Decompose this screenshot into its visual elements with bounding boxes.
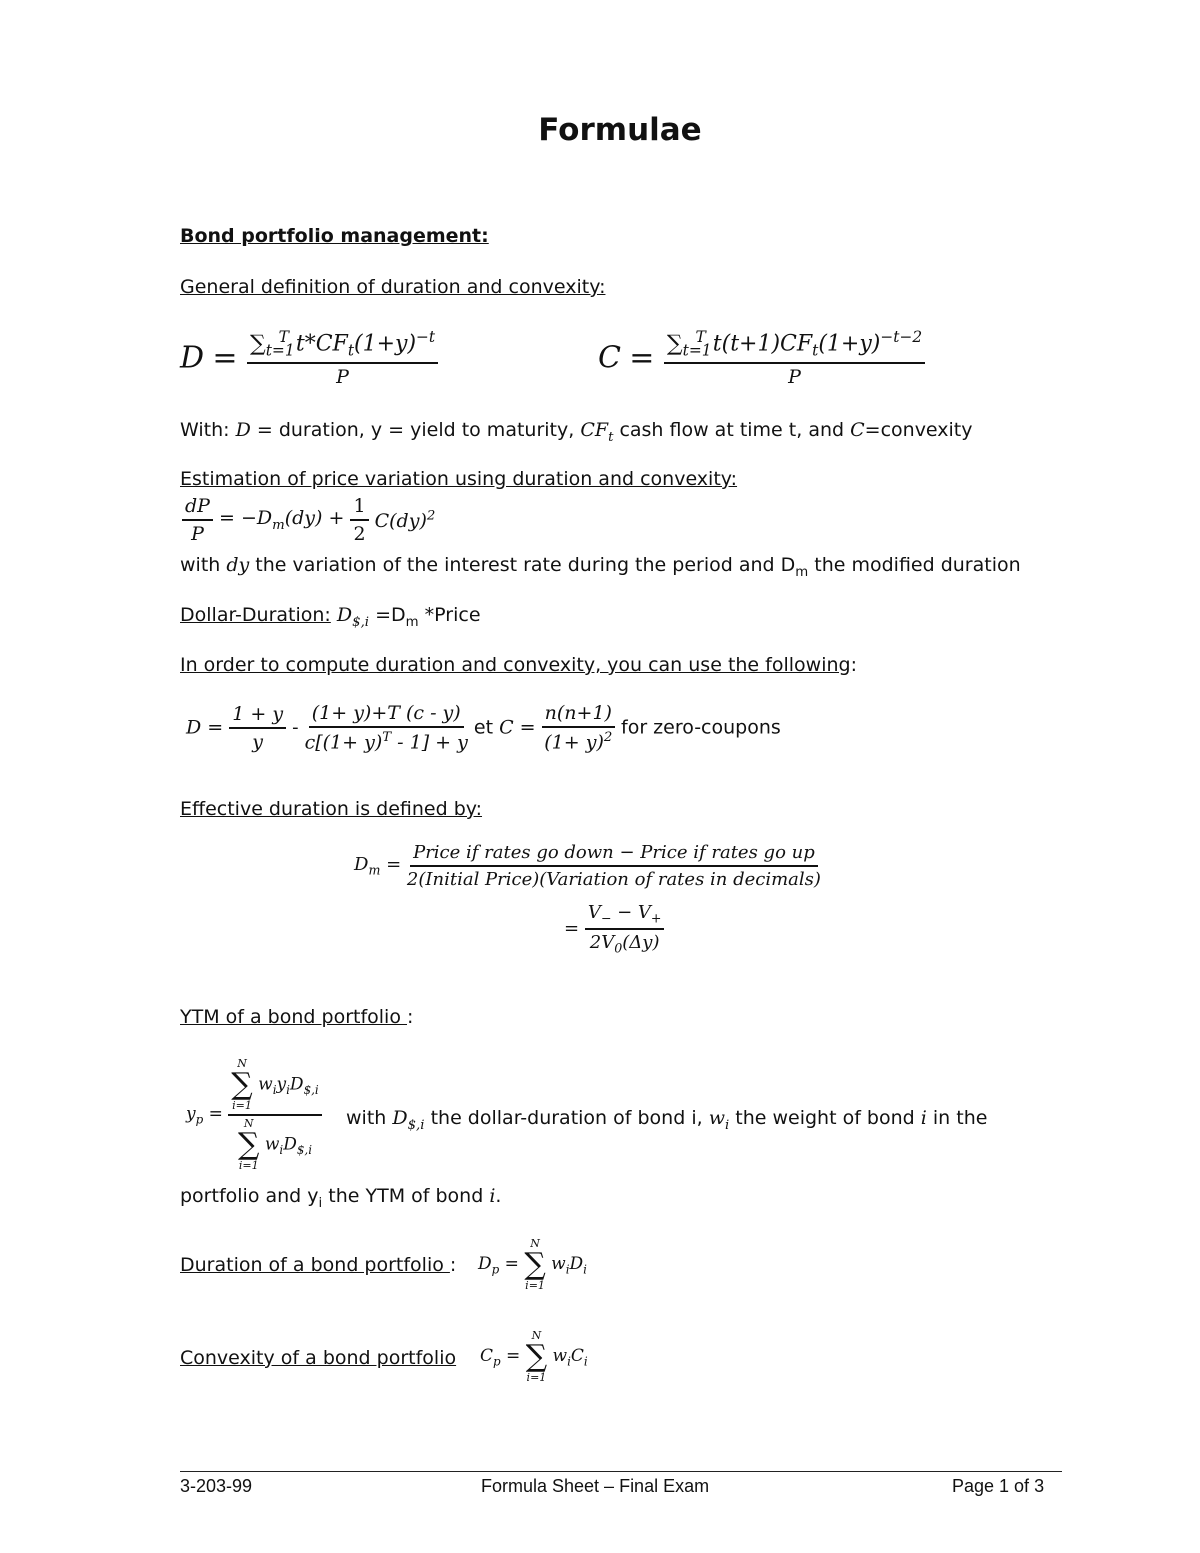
duration-portfolio-formula: $D_p$ = N ∑ i=1 $w_iD_i$ xyxy=(478,1237,587,1292)
footer-page-number: Page 1 of 3 xyxy=(952,1476,1045,1496)
duration-portfolio-label: Duration of a bond portfolio : xyxy=(180,1254,457,1276)
estimation-label: Estimation of price variation using duration and convexity: xyxy=(180,468,738,490)
effective-duration-formula: $D_m$ = $\frac{\text{Price if rates go down − Price if rates go up}}{\text{2(Initial Price)(Variation of rates in decimals)}}$ xyxy=(354,842,821,890)
ytm-explanation-line: with $D_{\$,i}$ the dollar-duration of bond i, $w_i$ the weight of bond i in the xyxy=(346,1107,988,1133)
footer-divider xyxy=(180,1471,1062,1472)
price-variation-formula: $\frac{dP}{P}$ = $-D_m(dy)$ + $\frac{1}{2}$ C(dy)$^2$ xyxy=(182,495,435,545)
effective-duration-label: Effective duration is defined by: xyxy=(180,798,483,820)
duration-formula: D = $\frac{\sum_{t=1}^T t*CF_t(1+y)^{-t}}{P}$ xyxy=(180,328,438,388)
ytm-portfolio-label: YTM of a bond portfolio : xyxy=(180,1006,414,1028)
page-title: Formulae xyxy=(538,112,702,148)
convexity-formula: C = $\frac{\sum_{t=1}^T t(t+1)CF_t(1+y)^{-t-2}}{P}$ xyxy=(598,328,925,388)
ytm-portfolio-formula: $y_p$ = N ∑ i=1 $w_iy_iD_{\$,i}$ N ∑ i=1 $w_iD_{\$,i}$ xyxy=(186,1058,322,1172)
dy-explanation-line: with dy the variation of the interest rate during the period and $D_m$ the modified duration xyxy=(180,554,1021,580)
duration-convexity-closed-form: D = $\frac{1 + y}{y}$ - $\frac{(1+ y)+T (c - y)}{c[(1+ y)^T - 1] + y}$ et C = $\frac{n(n+1)}{(1+ y)^2}$ for zero-coupons xyxy=(186,702,781,754)
ytm-explanation-line-2: portfolio and $y_i$ the YTM of bond i. xyxy=(180,1185,502,1211)
general-definition-label: General definition of duration and convexity: xyxy=(180,276,606,298)
convexity-portfolio-label: Convexity of a bond portfolio xyxy=(180,1347,457,1369)
effective-duration-short-formula: = $\frac{V_- - V_+}{2V_0(\Delta y)}$ xyxy=(564,902,664,955)
in-order-line: In order to compute duration and convexity, you can use the following: xyxy=(180,654,857,676)
dollar-duration-line: Dollar-Duration: $D_{\$,i} =D_m$ *Price xyxy=(180,604,481,630)
definitions-line: With: D = duration, y = yield to maturity, $CF_t$ cash flow at time t, and C=convexity xyxy=(180,419,973,445)
footer-course-code: 3-203-99 xyxy=(180,1476,253,1496)
footer-title: Formula Sheet – Final Exam xyxy=(481,1476,710,1496)
convexity-portfolio-formula: $C_p$ = N ∑ i=1 $w_iC_i$ xyxy=(480,1329,588,1384)
section-heading: Bond portfolio management: xyxy=(180,225,489,247)
